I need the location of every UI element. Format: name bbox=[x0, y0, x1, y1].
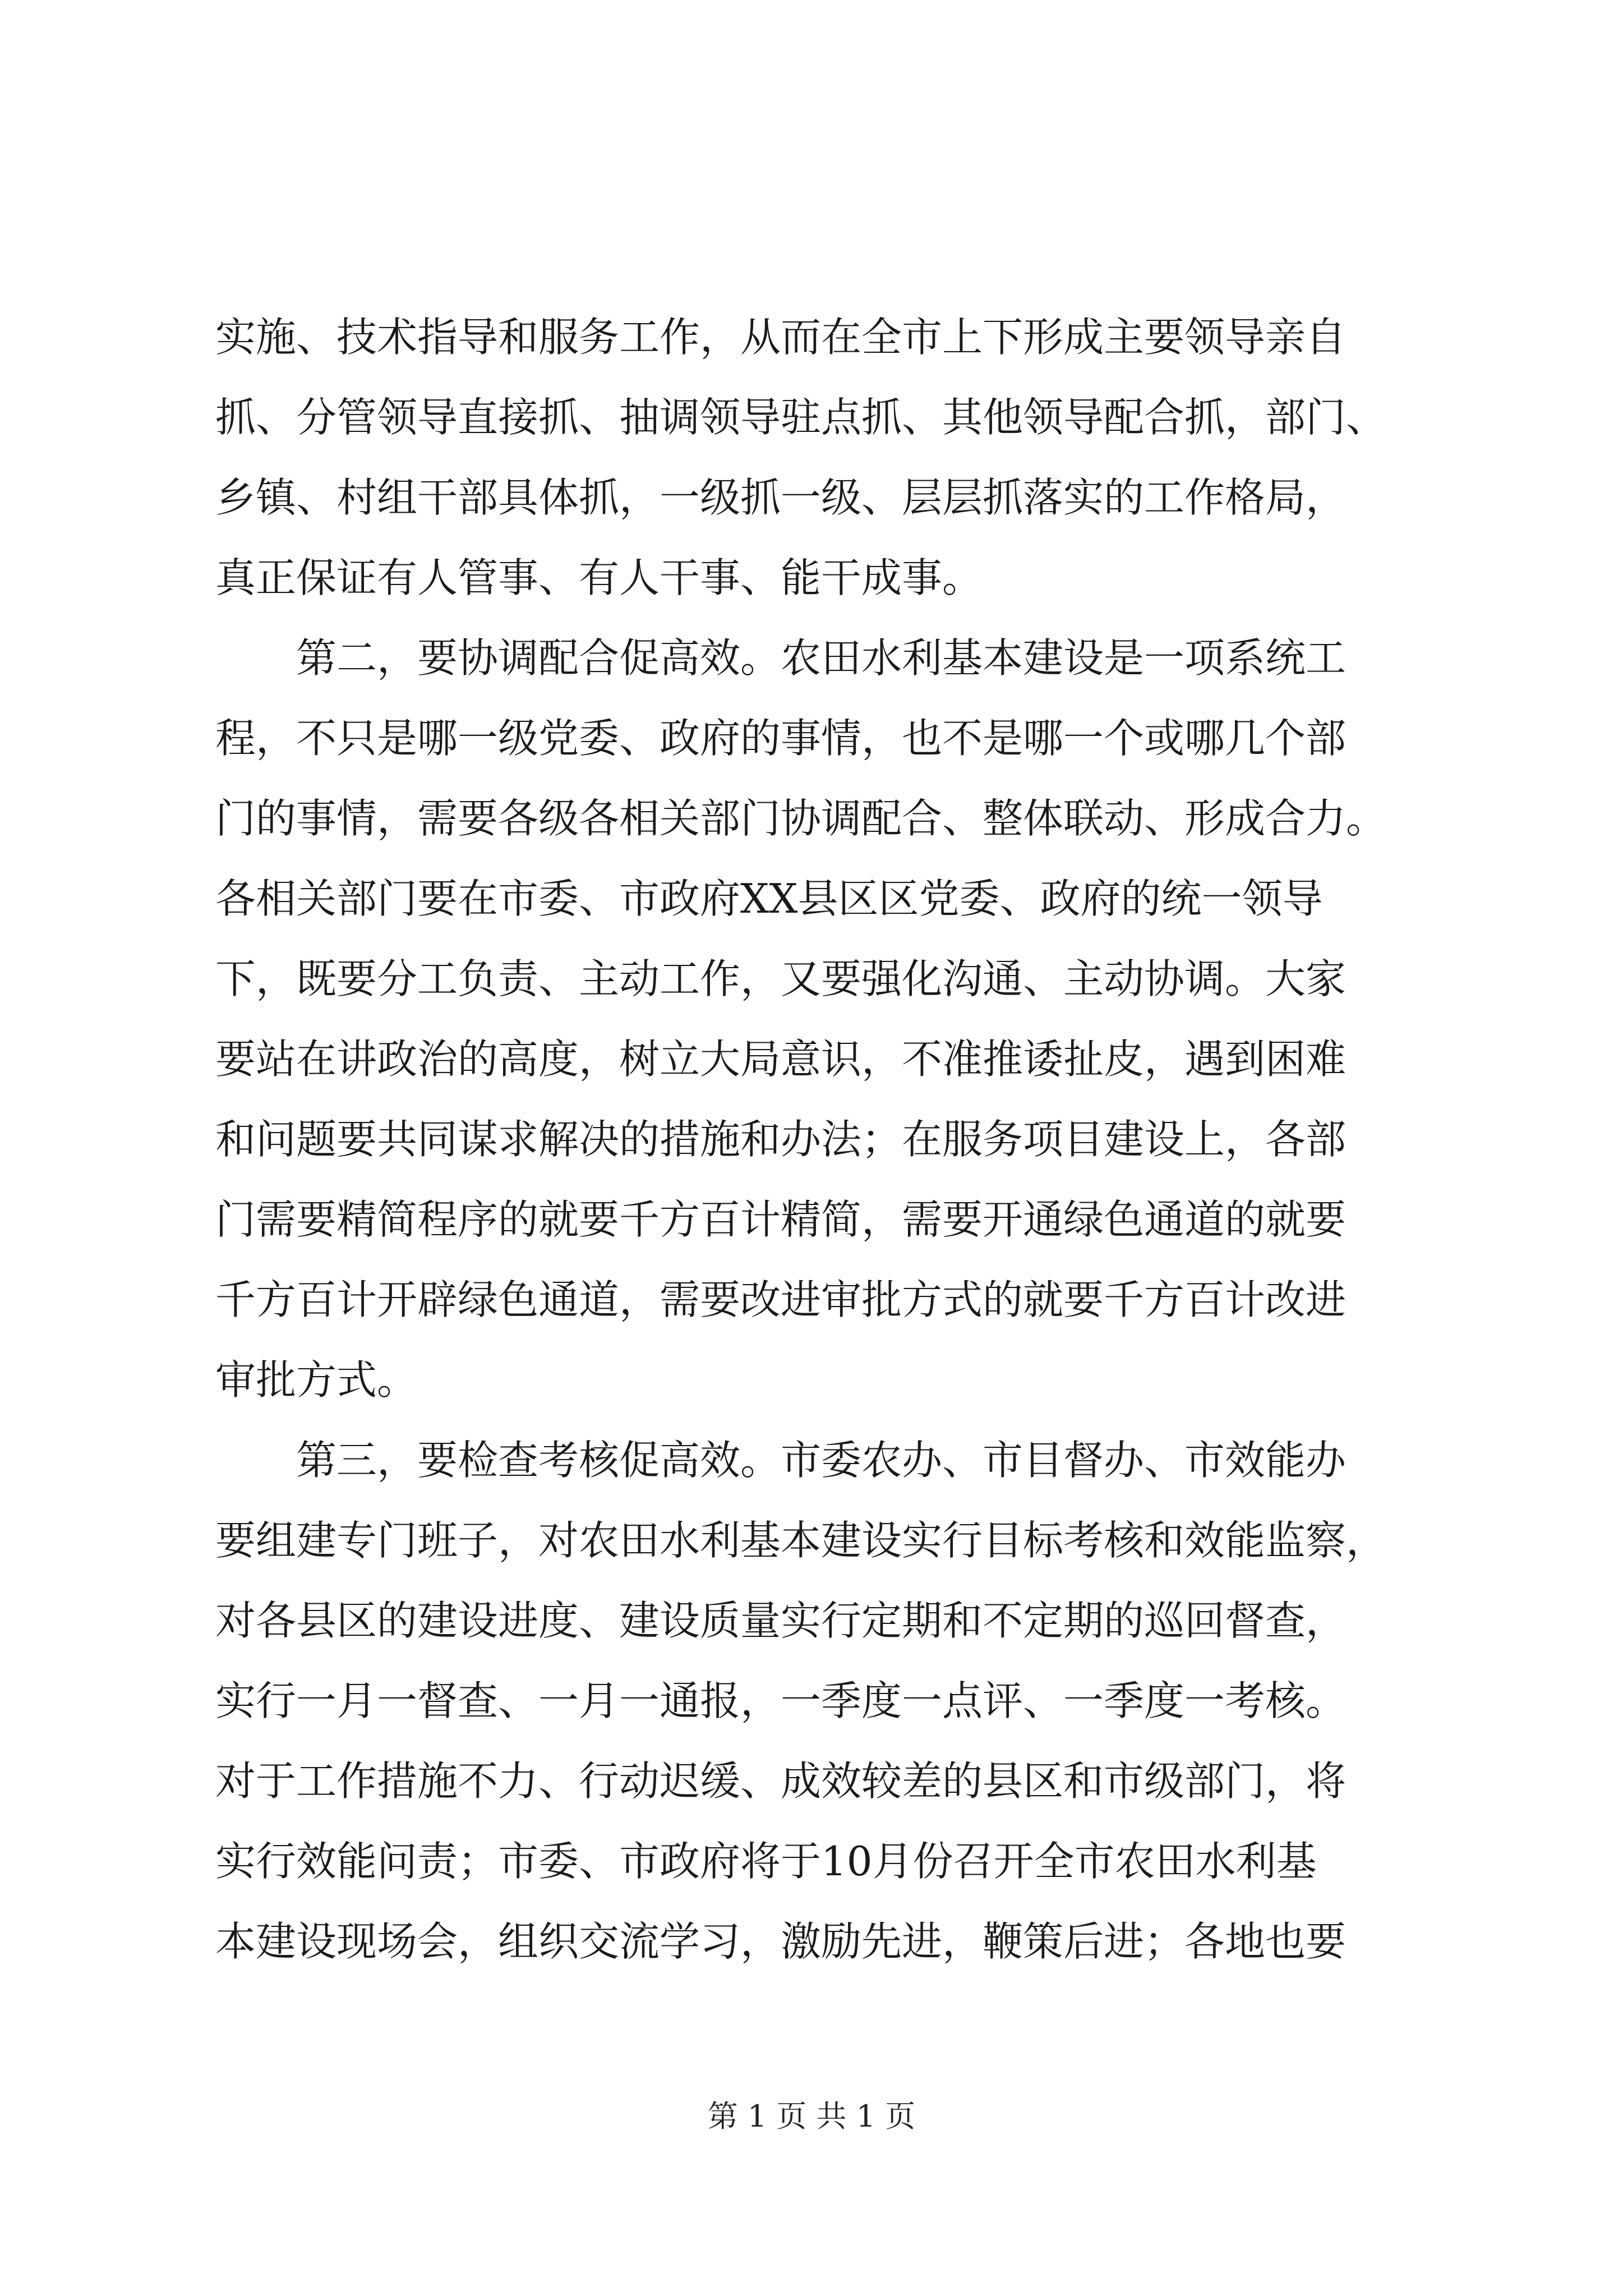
document-body bbox=[215, 297, 1415, 1982]
text-line: 实行一月一督查、一月一通报，一季度一点评、一季度一考核。 bbox=[215, 1677, 1347, 1724]
text-line: 下，既要分工负责、主动工作，又要强化沟通、主动协调。大家 bbox=[215, 955, 1347, 1002]
text-line: 对于工作措施不力、行动迟缓、成效较差的县区和市级部门，将 bbox=[215, 1757, 1347, 1805]
text-line: 真正保证有人管事、有人干事、能干成事。 bbox=[215, 554, 983, 601]
text-line: 对各县区的建设进度、建设质量实行定期和不定期的巡回督查， bbox=[215, 1597, 1347, 1644]
text-line: 抓、分管领导直接抓、抽调领导驻点抓、其他领导配合抓，部门、 bbox=[215, 394, 1387, 441]
text-line: 和问题要共同谋求解决的措施和办法；在服务项目建设上，各部 bbox=[215, 1116, 1347, 1163]
text-line: 门需要精简程序的就要千方百计精简，需要开通绿色通道的就要 bbox=[215, 1196, 1347, 1243]
text-line: 千方百计开辟绿色通道，需要改进审批方式的就要千方百计改进 bbox=[215, 1276, 1347, 1323]
text-line: 各相关部门要在市委、市政府XX县区区党委、政府的统一领导 bbox=[215, 875, 1323, 922]
text-line: 乡镇、村组干部具体抓，一级抓一级、层层抓落实的工作格局， bbox=[215, 474, 1347, 521]
text-line: 本建设现场会，组织交流学习，激励先进，鞭策后进；各地也要 bbox=[215, 1918, 1347, 1965]
text-line: 实行效能问责；市委、市政府将于10月份召开全市农田水利基 bbox=[215, 1838, 1317, 1885]
text-line: 门的事情，需要各级各相关部门协调配合、整体联动、形成合力。 bbox=[215, 795, 1387, 842]
paragraph-start-line: 第三，要检查考核促高效。市委农办、市目督办、市效能办 bbox=[296, 1437, 1347, 1484]
text-line: 程，不只是哪一级党委、政府的事情，也不是哪一个或哪几个部 bbox=[215, 715, 1347, 762]
text-line: 审批方式。 bbox=[215, 1356, 418, 1404]
paragraph-start-line: 第二，要协调配合促高效。农田水利基本建设是一项系统工 bbox=[296, 634, 1347, 682]
text-line: 实施、技术指导和服务工作，从而在全市上下形成主要领导亲自 bbox=[215, 314, 1347, 361]
text-line: 要组建专门班子，对农田水利基本建设实行目标考核和效能监察， bbox=[215, 1517, 1387, 1564]
text-line: 要站在讲政治的高度，树立大局意识，不准推诿扯皮，遇到困难 bbox=[215, 1036, 1347, 1083]
page-number-footer: 第 1 页 共 1 页 bbox=[707, 2099, 916, 2134]
